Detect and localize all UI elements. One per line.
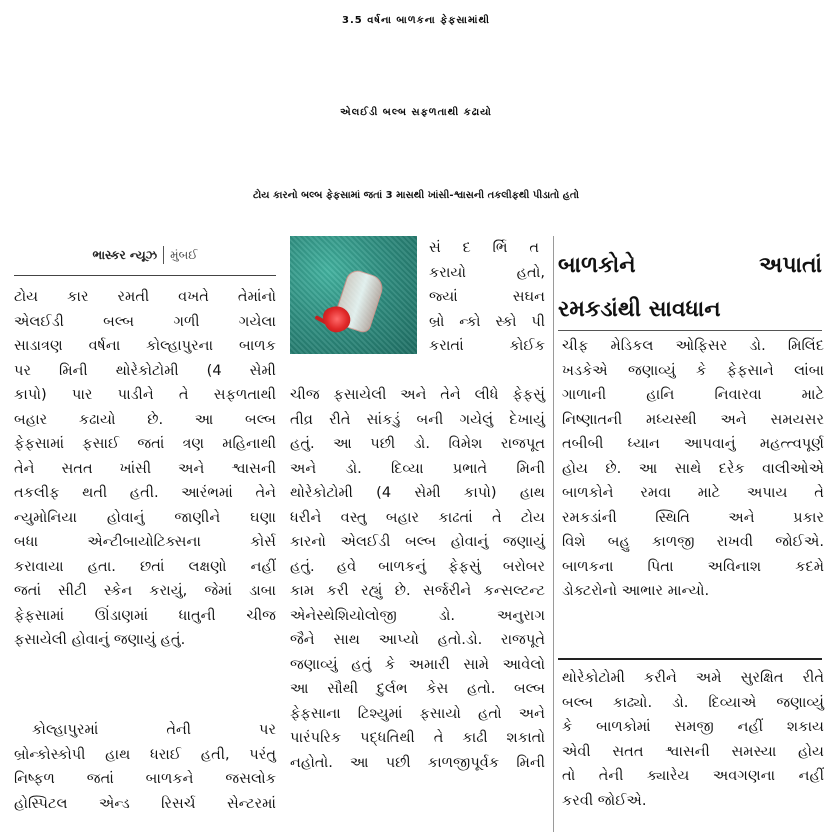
text-line: સાડાત્રણ વર્ષના કોલ્હાપુરના બાળક (14, 337, 276, 354)
text-line: તેને સતત ખાંસી અને શ્વાસની (14, 459, 276, 477)
text-line: તીવ્ર રીતે સાંકડું બની ગયેલું દેખાયું (290, 410, 545, 428)
text-line: એનેસ્થેશિયોલોજી ડો. અનુરાગ (290, 606, 545, 624)
text-line: કરાતાં કોઈક (429, 337, 545, 354)
text-line: કારનો એલઈડી બલ્બ હોવાનું જણાયું (290, 533, 545, 550)
text-line: કામ કરી રહ્યું છે. સર્જરીને કન્સલ્ટન્ટ (290, 582, 545, 599)
text-line: કરવી જોઈએ. (562, 791, 647, 809)
text-line: થોરેકોટોમી કરીને અમે સુરક્ષિત રીતે (562, 669, 824, 686)
text-line: તબીબી ધ્યાન આપવાનું મહત્ત્વપૂર્ણ (562, 435, 824, 452)
text-line: આ સૌથી દુર્લભ કેસ હતો. બલ્બ (290, 680, 545, 697)
text-line: ટોય કાર રમતી વખતે તેમાંનો (14, 288, 276, 305)
text-line: સં દ ર્ભિ ત (429, 239, 545, 256)
text-line: ધરીને વસ્તુ બહાર કાઢતાં તે ટોય (290, 508, 545, 526)
text-line: ફેફસામાં ઊંડાણમાં ધાતુની ચીજ (14, 606, 276, 624)
text-line: હતું. આ પછી ડો. વિમેશ રાજપૂત (290, 435, 545, 452)
sidebar-heading-underline (558, 330, 822, 331)
text-line: હોય છે. આ સાથે દરેક વાલીઓએ (562, 459, 824, 477)
text-line: બ્રો ન્કો સ્કો પી (429, 312, 545, 330)
text-line: કે બાળકોમાં સમજી નહીં શકાય (562, 718, 824, 735)
led-bulb-photo (290, 236, 417, 354)
sidebar-heading (558, 244, 822, 332)
article-column-2-top (429, 236, 545, 359)
text-line: ન્યુમોનિયા હોવાનું જાણીને ઘણા (14, 508, 276, 526)
text-line: તકલીફ થતી હતી. આરંભમાં તેને (14, 484, 276, 501)
text-line: નહોતો. આ પછી કાળજીપૂર્વક મિની (290, 753, 545, 771)
text-line: ફેફસાના ટિશ્યુમાં ફસાયો હતો અને (290, 704, 545, 722)
text-line: પારંપરિક પદ્ધતિથી તે કાઢી શકાતો (290, 729, 545, 746)
article-column-3-continued (562, 666, 824, 813)
text-line: અને ડો. દિવ્યા પ્રભાતે મિની (290, 459, 545, 477)
text-line: બાળકના પિતા અવિનાશ કદમે (562, 557, 824, 575)
text-line: રમકડાંની સ્થિતિ અને પ્રકાર (562, 508, 824, 526)
text-line: બધા એન્ટીબાયોટિક્સના કોર્સ (14, 533, 276, 550)
text-line: ચીજ ફસાયેલી અને તેને લીધે ફેફસું (290, 386, 545, 403)
headline-line-2: એલઈડી બલ્બ સફળતાથી કઢાયો (340, 107, 492, 118)
text-line: બ્રોન્કોસ્કોપી હાથ ધરાઈ હતી, પરંતુ (14, 745, 276, 763)
byline (14, 236, 276, 274)
sidebar-heading-line-2: રમકડાંથી સાવધાન (558, 297, 721, 322)
text-line: પર મિની થોરેકોટોમી (4 સેમી (14, 361, 276, 379)
text-line: બાળકોને રમવા માટે અપાય તે (562, 484, 824, 501)
text-line: તો તેની ક્યારેય અવગણના નહીં (562, 767, 824, 784)
text-line: બહાર કઢાયો છે. આ બલ્બ (14, 410, 276, 428)
text-line: જતાં સીટી સ્કેન કરાયું, જેમાં ડાબા (14, 582, 276, 599)
text-line: વિશે બહુ કાળજી રાખવી જોઈએ. (562, 533, 824, 550)
article-column-1 (14, 285, 276, 653)
text-line: નિષ્ફળ જતાં બાળકને જસલોક (14, 770, 276, 787)
text-line: કરાયો હતો, (429, 263, 545, 281)
text-line: જ્યાં સઘન (429, 288, 545, 305)
sidebar-separator (558, 658, 822, 660)
text-line: કાપો) પાર પાડીને તે સફળતાથી (14, 386, 276, 403)
text-line: ગાળાની હાનિ નિવારવા માટે (562, 386, 824, 403)
article-column-1-paragraph-2 (14, 718, 276, 816)
text-line: ફેફસામાં ફસાઈ જતાં ત્રણ મહિનાથી (14, 435, 276, 452)
text-line: જૈને સાથ આપ્યો હતો.ડો. રાજપૂતે (290, 631, 545, 648)
byline-divider (163, 246, 164, 264)
text-line: ફસાયેલી હોવાનું જણાયું હતું. (14, 631, 186, 648)
byline-underline (14, 275, 276, 276)
text-line: એવી સતત શ્વાસની સમસ્યા હોય (562, 742, 824, 760)
text-line: ચીફ મેડિકલ ઓફિસર ડો. મિલિંદ (562, 337, 824, 354)
text-line: જણાવ્યું હતું કે અમારી સામે આવેલો (290, 655, 545, 673)
sidebar-heading-word: અપાતાં (759, 253, 822, 278)
sidebar-body (562, 334, 824, 604)
article-column-2 (290, 383, 545, 775)
text-line: એલઈડી બલ્બ ગળી ગયેલા (14, 312, 276, 330)
sidebar-heading-word: બાળકોને (558, 253, 636, 278)
text-line: કરાવાયા હતા. છતાં લક્ષણો નહીં (14, 557, 276, 575)
text-line: નિષ્ણાતની મધ્યસ્થી અને સમયસર (562, 410, 824, 428)
text-line: હતું. હવે બાળકનું ફેફસું બરોબર (290, 557, 545, 575)
text-line: ખડકેએ જણાવ્યું કે ફેફસાને લાંબા (562, 361, 824, 379)
text-line: હોસ્પિટલ એન્ડ રિસર્ચ સેન્ટરમાં (14, 794, 276, 812)
subheadline: ટોય કારનો બલ્બ ફેફસામાં જતાં 3 માસથી ખાંસી-શ્વાસની તકલીફથી પીડાતો હતો (252, 190, 580, 201)
text-line: બલ્બ કાઢ્યો. ડો. દિવ્યાએ જણાવ્યું (562, 693, 824, 711)
text-line: થોરેકોટોમી (4 સેમી કાપો) હાથ (290, 484, 545, 501)
byline-agency: ભાસ્કર ન્યૂઝ (92, 247, 158, 262)
headline-line-1: 3.5 વર્ષના બાળકના ફેફસામાંથી (342, 15, 490, 26)
column-divider (553, 236, 554, 832)
text-line: ડોક્ટરોનો આભાર માન્યો. (562, 582, 710, 599)
byline-city: મુંબઈ (170, 247, 198, 262)
text-line: કોલ્હાપુરમાં તેની પર (32, 721, 276, 738)
